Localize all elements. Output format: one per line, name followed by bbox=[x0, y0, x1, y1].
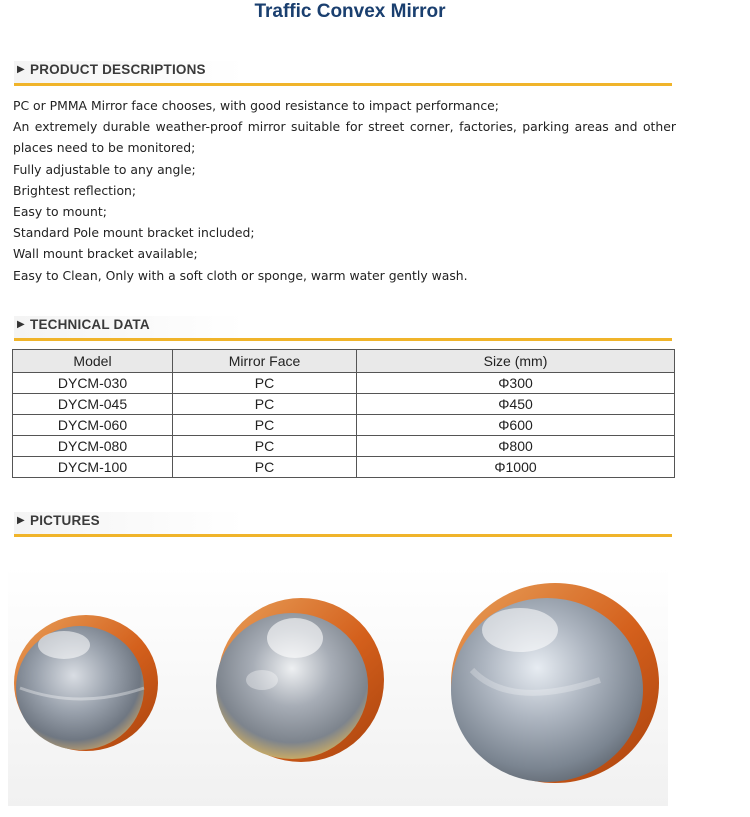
cell-model: DYCM-060 bbox=[13, 415, 173, 436]
column-header-mirror-face: Mirror Face bbox=[173, 350, 357, 373]
description-line: Wall mount bracket available; bbox=[13, 246, 198, 262]
section-title: PRODUCT DESCRIPTIONS bbox=[30, 62, 206, 77]
table-row bbox=[13, 436, 675, 457]
cell-model: DYCM-080 bbox=[13, 436, 173, 457]
cell-size: Φ1000 bbox=[357, 457, 675, 478]
table-row bbox=[13, 373, 675, 394]
cell-size: Φ450 bbox=[357, 394, 675, 415]
cell-size: Φ300 bbox=[357, 373, 675, 394]
column-header-size: Size (mm) bbox=[357, 350, 675, 373]
triangle-bullet-icon: ▶ bbox=[17, 515, 25, 526]
page-title: Traffic Convex Mirror bbox=[254, 1, 446, 22]
section-header-product-descriptions bbox=[14, 61, 672, 86]
technical-data-table bbox=[12, 349, 675, 478]
column-header-model: Model bbox=[13, 350, 173, 373]
description-line: Brightest reflection; bbox=[13, 182, 137, 198]
cell-model: DYCM-045 bbox=[13, 394, 173, 415]
description-line: Fully adjustable to any angle; bbox=[13, 161, 196, 177]
section-header-pictures bbox=[14, 512, 672, 537]
triangle-bullet-icon: ▶ bbox=[17, 64, 25, 75]
convex-mirror-small bbox=[14, 615, 158, 751]
product-pictures bbox=[0, 560, 750, 817]
cell-mirror-face: PC bbox=[173, 415, 357, 436]
cell-mirror-face: PC bbox=[173, 436, 357, 457]
convex-mirror-large bbox=[451, 583, 659, 783]
cell-model: DYCM-030 bbox=[13, 373, 173, 394]
mirror-photos bbox=[0, 560, 750, 817]
section-title: TECHNICAL DATA bbox=[30, 317, 150, 332]
cell-size: Φ800 bbox=[357, 436, 675, 457]
description-line: PC or PMMA Mirror face chooses, with good resistance to impact performance; bbox=[13, 98, 499, 113]
cell-mirror-face: PC bbox=[173, 373, 357, 394]
section-header-technical-data bbox=[14, 316, 672, 341]
cell-mirror-face: PC bbox=[173, 457, 357, 478]
product-descriptions bbox=[13, 95, 676, 286]
table-row bbox=[13, 394, 675, 415]
table-row bbox=[13, 457, 675, 478]
cell-mirror-face: PC bbox=[173, 394, 357, 415]
section-title: PICTURES bbox=[30, 513, 100, 528]
triangle-bullet-icon: ▶ bbox=[17, 319, 25, 330]
description-line: Easy to mount; bbox=[13, 204, 107, 220]
table-header-row bbox=[13, 350, 675, 373]
description-line: An extremely durable weather-proof mirror suitable for street corner, factories, parking areas and other places need to be monitored; bbox=[13, 119, 676, 156]
cell-model: DYCM-100 bbox=[13, 457, 173, 478]
description-line: Easy to Clean, Only with a soft cloth or sponge, warm water gently wash. bbox=[13, 267, 468, 283]
cell-size: Φ600 bbox=[357, 415, 675, 436]
description-line: Standard Pole mount bracket included; bbox=[13, 225, 255, 241]
table-row bbox=[13, 415, 675, 436]
